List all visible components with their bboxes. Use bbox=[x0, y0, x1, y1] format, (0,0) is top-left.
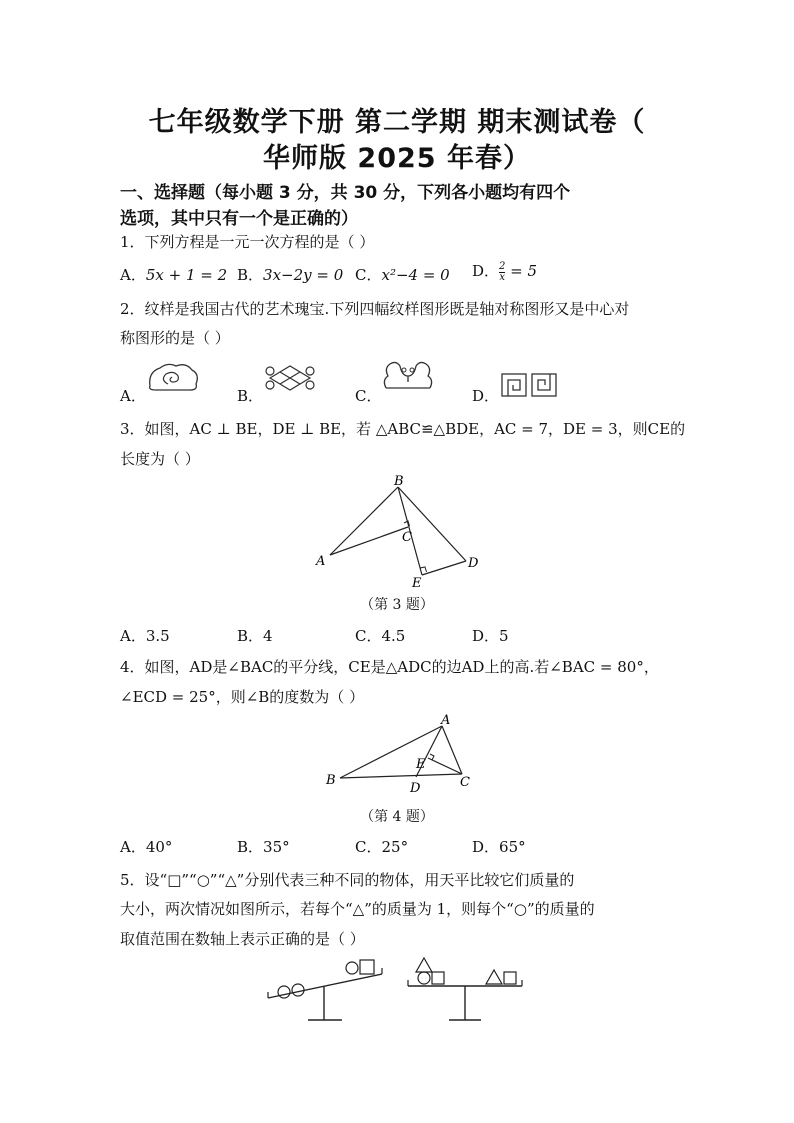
q2-stem-line2: 称图形的是（ ） bbox=[120, 329, 230, 347]
q2-option-d-label: D． bbox=[472, 387, 500, 405]
q4-stem-line1: 4．如图，AD是∠BAC的平分线，CE是△ADC的边AD上的高.若∠BAC = 80°， bbox=[120, 658, 659, 676]
q4-figure bbox=[320, 712, 480, 797]
q3-option-c: C．4.5 bbox=[355, 627, 406, 645]
q4-label-c: C bbox=[460, 775, 470, 790]
q5-stem-line2: 大小，两次情况如图所示，若每个“△”的质量为 1，则每个“○”的质量的 bbox=[120, 900, 595, 918]
q1-stem: 1．下列方程是一元一次方程的是（ ） bbox=[120, 233, 375, 251]
page-title-line1: 七年级数学下册 第二学期 期末测试卷（ bbox=[148, 107, 646, 138]
q2-option-a-label: A． bbox=[120, 387, 146, 405]
q2-stem-line1: 2．纹样是我国古代的艺术瑰宝.下列四幅纹样图形既是轴对称图形又是中心对 bbox=[120, 300, 630, 318]
knot-pattern-icon bbox=[264, 362, 316, 394]
q3-figure bbox=[310, 475, 490, 590]
page-title-line2: 华师版 2025 年春） bbox=[263, 143, 531, 174]
section-heading-line1: 一、选择题（每小题 3 分，共 30 分，下列各小题均有四个 bbox=[120, 183, 571, 203]
q4-option-b: B．35° bbox=[237, 838, 290, 856]
q3-label-b: B bbox=[394, 475, 404, 489]
q3-stem-line1: 3．如图，AC ⊥ BE，DE ⊥ BE，若 △ABC≌△BDE，AC = 7，DE = 3，则CE的 bbox=[120, 420, 686, 438]
q2-option-c-label: C． bbox=[355, 387, 382, 405]
q1-option-b: B．3x−2y = 0 bbox=[237, 266, 344, 284]
q4-label-d: D bbox=[410, 781, 421, 796]
q4-option-a: A．40° bbox=[120, 838, 173, 856]
q4-option-d: D．65° bbox=[472, 838, 526, 856]
q3-label-a: A bbox=[316, 554, 326, 569]
q1-option-a: A．5x + 1 = 2 bbox=[120, 266, 228, 284]
q2-option-b-label: B． bbox=[237, 387, 264, 405]
q3-label-e: E bbox=[412, 576, 422, 590]
q3-option-d: D．5 bbox=[472, 627, 509, 645]
q3-stem-line2: 长度为（ ） bbox=[120, 450, 200, 468]
q3-option-b: B．4 bbox=[237, 627, 273, 645]
q4-stem-line2: ∠ECD = 25°，则∠B的度数为（ ） bbox=[120, 688, 365, 706]
q4-option-c: C．25° bbox=[355, 838, 409, 856]
q5-stem-line3: 取值范围在数轴上表示正确的是（ ） bbox=[120, 930, 365, 948]
ruyi-pattern-icon bbox=[380, 358, 436, 394]
q4-label-b: B bbox=[326, 773, 336, 788]
balance-scale-2 bbox=[402, 956, 532, 1026]
balance-scale-1 bbox=[262, 956, 392, 1026]
q5-stem-line1: 5．设“□”“○”“△”分别代表三种不同的物体，用天平比较它们质量的 bbox=[120, 871, 575, 889]
q3-label-c: C bbox=[402, 530, 412, 545]
section-heading-line2: 选项，其中只有一个是正确的） bbox=[120, 209, 358, 229]
q4-label-a: A bbox=[441, 713, 451, 728]
q4-label-e: E bbox=[416, 757, 426, 772]
q3-option-a: A．3.5 bbox=[120, 627, 170, 645]
q3-label-d: D bbox=[468, 556, 479, 571]
q3-caption: （第 3 题） bbox=[360, 597, 434, 613]
q1-option-d: D． $\frac{2}{x}$ = 5 bbox=[472, 260, 538, 283]
meander-pattern-icon bbox=[500, 372, 560, 400]
q1-option-c: C．x²−4 = 0 bbox=[355, 266, 450, 284]
cloud-pattern-icon bbox=[146, 360, 200, 394]
q4-caption: （第 4 题） bbox=[360, 809, 434, 825]
